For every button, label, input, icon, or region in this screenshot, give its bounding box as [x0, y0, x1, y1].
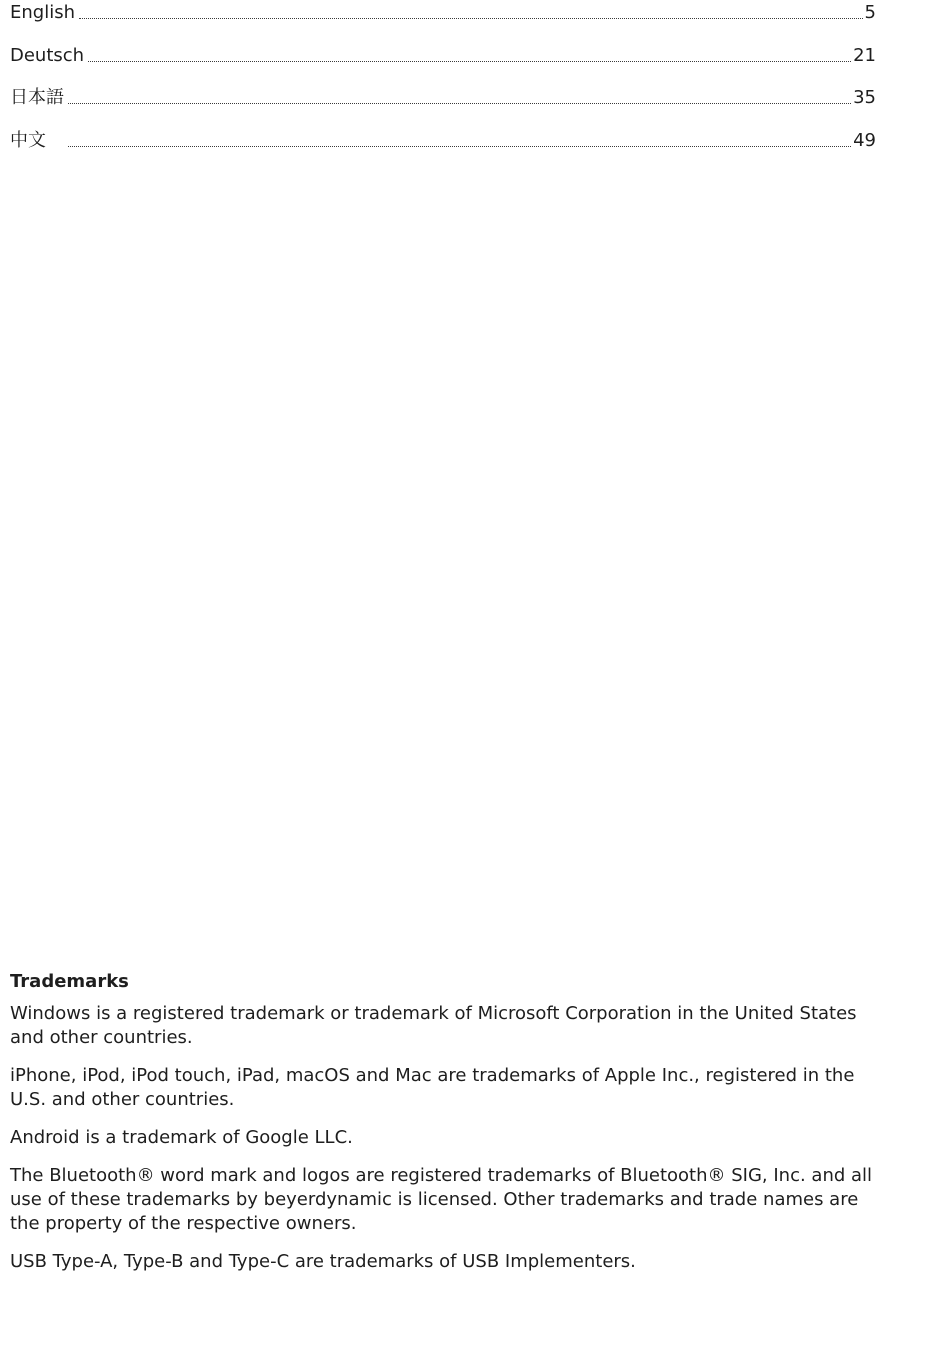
toc-entry-chinese[interactable]: [10, 124, 876, 152]
trademarks-section: [10, 970, 880, 1288]
trademark-paragraph-usb: USB Type-A, Type-B and Type-C are trademarks of USB Implementers.: [10, 1251, 636, 1272]
toc-entry-page: 5: [864, 2, 876, 23]
trademark-paragraph-bluetooth: The Bluetooth® word mark and logos are registered trademarks of Bluetooth® SIG, Inc. and all use of these trademarks by beyerdynamic is licensed. Other trademarks and trade names are the property of the respective owners.: [10, 1165, 873, 1234]
toc-entry-label: English: [10, 2, 75, 23]
toc-entry-page: 35: [853, 87, 876, 108]
toc-leader-dots: [68, 102, 851, 104]
toc-entry-label: Deutsch: [10, 44, 85, 66]
table-of-contents: [10, 0, 876, 166]
toc-leader-dots: [68, 145, 851, 147]
toc-entry-label: 日本語: [10, 87, 64, 108]
trademark-paragraph-windows: Windows is a registered trademark or trademark of Microsoft Corporation in the United States and other countries.: [10, 1003, 857, 1048]
trademark-paragraph-android: Android is a trademark of Google LLC.: [10, 1127, 353, 1148]
toc-entry-label: 中文: [10, 129, 46, 151]
toc-entry-page: 49: [853, 129, 876, 151]
toc-leader-dots: [88, 60, 851, 62]
toc-entry-deutsch[interactable]: [10, 39, 876, 67]
trademark-paragraph-apple: iPhone, iPod, iPod touch, iPad, macOS and Mac are trademarks of Apple Inc., registered in the U.S. and other countries.: [10, 1065, 855, 1110]
toc-entry-japanese[interactable]: [10, 81, 876, 109]
toc-entry-english[interactable]: [10, 0, 876, 24]
toc-entry-page: 21: [853, 44, 876, 66]
trademarks-heading: Trademarks: [10, 971, 129, 992]
toc-leader-dots: [79, 17, 863, 19]
